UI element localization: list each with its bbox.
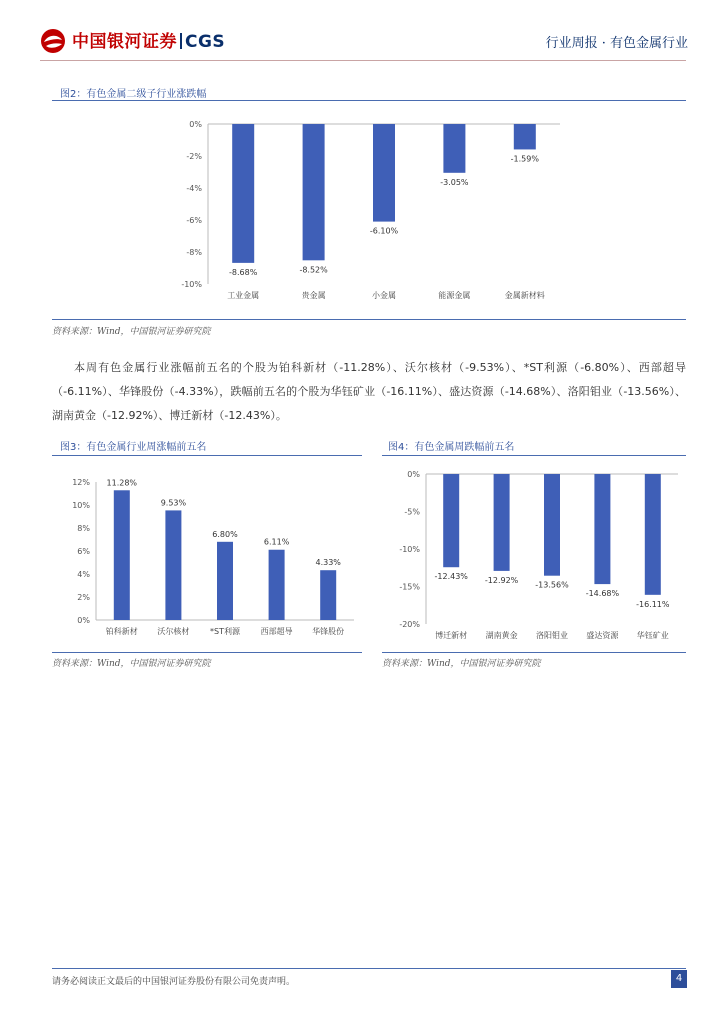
figure3-title: 图3：有色金属行业周涨幅前五名 <box>60 442 207 453</box>
data-label: -14.68% <box>585 589 620 599</box>
page-number: 4 <box>671 970 687 988</box>
bar <box>165 510 181 620</box>
data-label: -13.56% <box>535 580 569 590</box>
y-tick-label: 10% <box>72 501 90 510</box>
category-label: 贵金属 <box>301 291 326 300</box>
data-label: 11.28% <box>106 478 138 488</box>
bar <box>114 490 130 620</box>
y-tick-label: -5% <box>404 507 420 517</box>
data-label: -1.59% <box>510 154 539 164</box>
bar <box>544 474 560 576</box>
summary-paragraph: 本周有色金属行业涨幅前五名的个股为铂科新材（-11.28%）、沃尔核材（-9.53%）、*ST利源（-6.80%）、西部超导（-6.11%）、华锋股份（-4.33%），跌幅前五名的个股为华钰矿业（-16.11%）、盛达资源（-14.68%）、洛阳钼业（-13.56%）、湖南黄金（-12.92%）、博迁新材（-12.43%）。 <box>52 361 686 422</box>
category-label: 铂科新材 <box>105 627 138 636</box>
category-label: 华锋股份 <box>312 627 345 636</box>
report-type: 行业周报 · 有色金属行业 <box>545 36 688 51</box>
y-tick-label: -6% <box>186 216 202 225</box>
y-tick-label: -15% <box>399 582 420 592</box>
y-tick-label: 6% <box>77 547 90 556</box>
data-label: -16.11% <box>636 599 670 609</box>
data-label: -3.05% <box>440 177 469 187</box>
figure2-source: 资料来源：Wind，中国银河证券研究院 <box>52 327 211 337</box>
data-label: 9.53% <box>160 498 187 508</box>
y-tick-label: -2% <box>186 152 202 161</box>
y-tick-label: -10% <box>399 545 420 554</box>
bar <box>320 570 336 620</box>
category-label: 西部超导 <box>260 627 293 636</box>
footer-disclaimer: 请务必阅读正文最后的中国银河证券股份有限公司免责声明。 <box>52 977 296 987</box>
category-label: 湖南黄金 <box>485 631 518 640</box>
figure3-bottom-rule <box>52 652 362 653</box>
bar <box>217 542 233 620</box>
bar <box>514 124 536 149</box>
bar <box>232 124 254 263</box>
category-label: 博迁新材 <box>435 631 468 640</box>
y-tick-label: 4% <box>77 570 90 579</box>
category-label: 金属新材料 <box>504 291 545 300</box>
y-tick-label: -8% <box>186 248 202 257</box>
bar <box>373 124 395 222</box>
category-label: 能源金属 <box>438 291 471 300</box>
data-label: 4.33% <box>315 558 341 568</box>
y-tick-label: -20% <box>399 620 420 629</box>
figure3-source: 资料来源：Wind，中国银河证券研究院 <box>52 659 211 669</box>
figure4-source: 资料来源：Wind，中国银河证券研究院 <box>382 659 541 669</box>
y-tick-label: 8% <box>77 524 90 533</box>
figure2-top-rule <box>52 100 686 101</box>
category-label: 洛阳钼业 <box>536 631 568 640</box>
data-label: -12.92% <box>484 575 519 585</box>
category-label: 华钰矿业 <box>636 631 669 640</box>
bar <box>594 474 610 584</box>
figure2-title: 图2：有色金属二级子行业涨跌幅 <box>60 89 207 100</box>
y-tick-label: 0% <box>77 616 90 625</box>
figure4-title: 图4：有色金属周跌幅前五名 <box>388 442 515 453</box>
brand-logo <box>72 27 225 52</box>
bar <box>443 124 465 173</box>
brand-name-en: CGS <box>185 32 226 52</box>
bar <box>303 124 325 260</box>
y-tick-label: -4% <box>186 184 202 193</box>
y-tick-label: 0% <box>407 470 420 479</box>
header-divider <box>40 60 686 61</box>
footer-divider <box>52 968 686 969</box>
data-label: 6.80% <box>212 529 238 539</box>
data-label: -8.52% <box>299 265 328 275</box>
data-label: -12.43% <box>434 572 468 582</box>
bar <box>645 474 661 595</box>
bar <box>494 474 510 571</box>
figure3-chart <box>52 462 362 647</box>
y-tick-label: -10% <box>181 280 202 289</box>
y-tick-label: 0% <box>189 120 202 129</box>
category-label: 工业金属 <box>227 291 260 300</box>
y-tick-label: 12% <box>72 478 90 487</box>
bar <box>443 474 459 567</box>
category-label: *ST利源 <box>210 627 240 636</box>
bar <box>269 550 285 620</box>
figure3-top-rule <box>52 455 362 456</box>
figure4-top-rule <box>382 455 686 456</box>
y-tick-label: 2% <box>77 593 90 602</box>
figure4-bottom-rule <box>382 652 686 653</box>
category-label: 沃尔核材 <box>157 627 190 636</box>
data-label: -6.10% <box>369 226 399 236</box>
cgs-logo-icon <box>40 28 66 54</box>
data-label: -8.68% <box>229 267 258 277</box>
figure2-bottom-rule <box>52 319 686 320</box>
category-label: 小金属 <box>372 291 396 300</box>
category-label: 盛达资源 <box>586 631 619 640</box>
data-label: 6.11% <box>263 537 290 547</box>
figure2-chart <box>170 110 570 315</box>
figure4-chart <box>382 462 686 647</box>
brand-name-cn: 中国银河证券 <box>72 32 177 52</box>
